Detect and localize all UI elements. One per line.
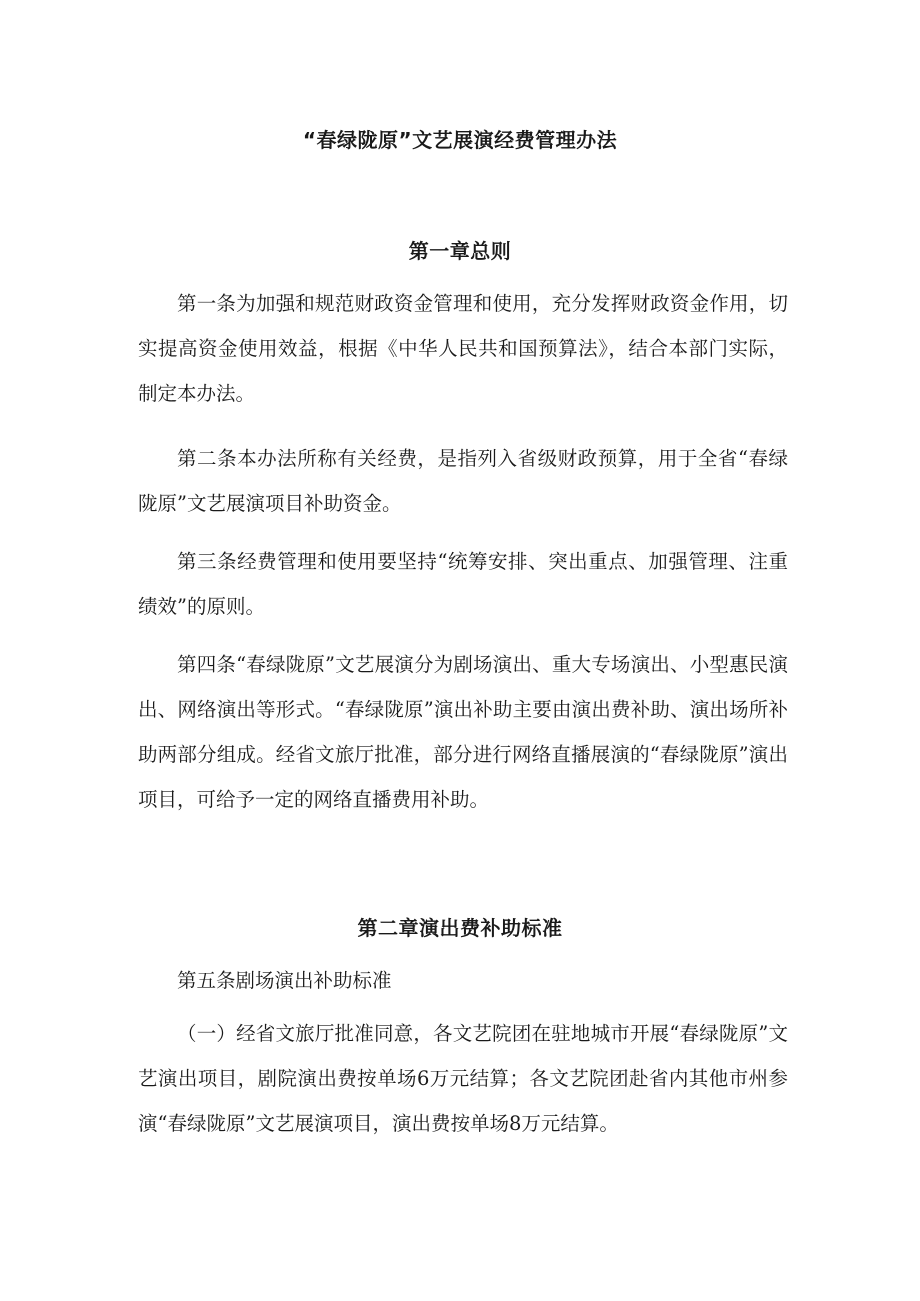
article-5: 第五条剧场演出补助标准 — [177, 969, 392, 992]
article-2: 第二条本办法所称有关经费，是指列入省级财政预算，用于全省“春绿陇原”文艺展演项目补助资金。 — [138, 447, 788, 515]
chapter-1-heading: 第一章总则 — [408, 239, 512, 263]
article-1: 第一条为加强和规范财政资金管理和使用，充分发挥财政资金作用，切实提高资金使用效益，根据《中华人民共和国预算法》，结合本部门实际，制定本办法。 — [138, 292, 788, 405]
article-4: 第四条“春绿陇原”文艺展演分为剧场演出、重大专场演出、小型惠民演出、网络演出等形式。“春绿陇原”演出补助主要由演出费补助、演出场所补助两部分组成。经省文旅厅批准，部分进行网络直播展演的“春绿陇原”演出项目，可给予一定的网络直播费用补助。 — [138, 653, 788, 811]
article-3: 第三条经费管理和使用要坚持“统筹安排、突出重点、加强管理、注重绩效”的原则。 — [138, 550, 788, 618]
article-5-item-1: （一）经省文旅厅批准同意，各文艺院团在驻地城市开展“春绿陇原”文艺演出项目，剧院演出费按单场6万元结算；各文艺院团赴省内其他市州参演“春绿陇原”文艺展演项目，演出费按单场8万元结算。 — [138, 1022, 788, 1135]
document-title: “春绿陇原”文艺展演经费管理办法 — [302, 128, 618, 152]
chapter-2-heading: 第二章演出费补助标准 — [357, 916, 563, 940]
